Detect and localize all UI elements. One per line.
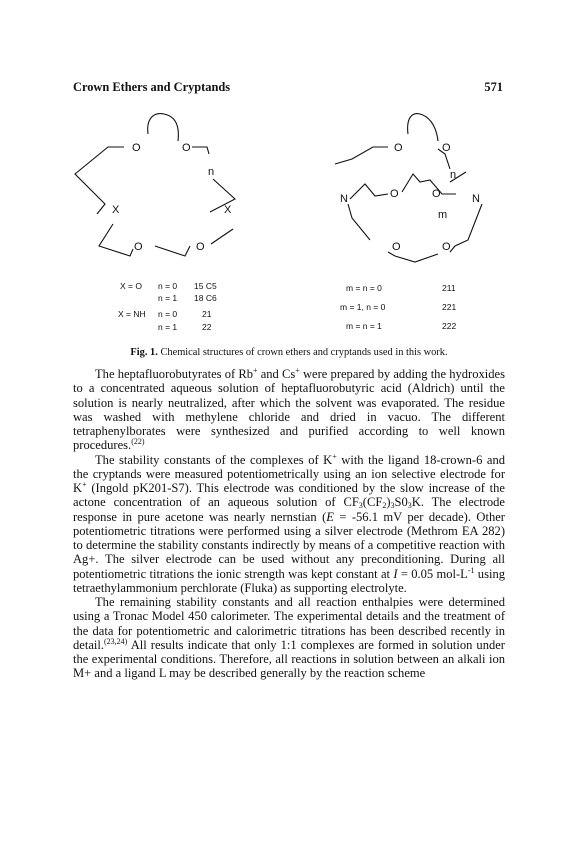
text-run: with the ligand 18-crown-6 and the cryptands were measured potentiometrically using an ion selective electrode for K [73,452,505,495]
crown-atom-o4: O [196,241,205,253]
crown-ether-structure [75,114,235,256]
cryptand-atom-o5: O [392,241,401,253]
page-number: 571 [484,80,503,94]
cryptand-index-n: n [450,169,457,181]
text-run: = 0.05 mol-L [397,566,468,581]
citation: (22) [131,437,145,447]
crown-atom-x2: X [224,204,232,216]
text-run: were prepared by adding the hydroxides to a concentrated aqueous solution of heptafluorobutyric acid (Aldrich) until the solution is nearly neutralized, after which the solvent was evaporated. The residue was washed with methylene chloride and dried in vacuo. The different tetraphenylborates were synthesized and purified according to well known procedures. [73,367,505,453]
text-run: using tetraethylammonium perchlorate (Fluka) as supporting electrolyte. [73,566,505,595]
body-text [73,367,505,681]
superscript: + [295,366,300,375]
cryptand-atom-o4: O [432,188,441,200]
text-run: All results indicate that only 1:1 complexes are formed in solution under the experimental conditions. Therefore, all reactions in solution between an alkali ion M+ and a ligand L may be described generally by the reaction scheme [73,637,505,681]
cryptand-atom-o6: O [442,241,451,253]
subscript: 3 [358,501,363,511]
text-run: ) [386,495,391,510]
crown-index-n: n [208,166,215,178]
text-run: The remaining stability constants and all reaction enthalpies were determined using a Tronac Model 450 calorimeter. The experimental details and the treatment of the data for potentiometric and calorimetric titrations has been described recently in detail. [73,595,505,652]
running-title: Crown Ethers and Cryptands [73,80,231,94]
paragraph-2 [73,453,505,596]
crown-ether-labels [112,142,232,253]
crown-atom-o1: O [132,142,141,154]
cryptand-atom-o2: O [442,142,451,154]
text-run: S0 [394,495,408,510]
text-run: K. The electrode response in pure acetone was nearly nernstian ( [73,495,505,524]
cryptand-atom-o3: O [390,188,399,200]
crown-table-cell: 15 C5 [194,281,217,291]
cryptand-table [340,283,456,331]
superscript: + [82,480,87,489]
text-run: The stability constants of the complexes of K [95,452,333,467]
paragraph-3 [73,595,505,681]
math-symbol: I [393,566,398,581]
cryptand-atom-n2: N [472,193,480,205]
crown-table-cell: X = NH [118,309,146,319]
cryptand-table-cell: m = n = 0 [346,283,382,293]
citation: (23,24) [104,636,128,646]
cryptand-table-cell: 221 [442,302,457,312]
crown-table-cell: n = 0 [158,281,178,291]
cryptand-table-cell: m = 1, n = 0 [340,302,386,312]
crown-table-cell: X = O [120,281,142,291]
crown-table-cell: 18 C6 [194,293,217,303]
cryptand-table-cell: 222 [442,321,457,331]
cryptand-atom-o1: O [394,142,403,154]
crown-table-cell: 21 [202,309,212,319]
running-header [73,80,503,96]
crown-atom-o2: O [182,142,191,154]
text-run: (Ingold pK201-S7). This electrode was conditioned by the slow increase of the actone concentration of an aqueous solution of CF [73,481,505,510]
text-run: = -56.1 mV per decade). Other potentiometric titrations were performed using a silver electrode (Methrom EA 282) to determine the stability constants indirectly by means of a competitive reaction with Ag+. The silver electrode can be used without any preconditioning. During all potentiometric titrations the ionic strength was kept constant at [73,509,505,581]
cryptand-index-m: m [438,209,448,221]
cryptand-structure [335,114,482,262]
superscript: + [332,451,337,461]
figure-1 [70,104,506,340]
crown-table-cell: 22 [202,322,212,332]
caption-label: Fig. 1. [130,347,158,358]
caption-text: Chemical structures of crown ethers and cryptands used in this work. [160,347,448,358]
math-symbol: E [326,509,334,524]
text-run: (CF [362,495,383,510]
figure-caption [73,347,505,358]
crown-table-cell: n = 1 [158,293,178,303]
subscript: 3 [390,501,395,511]
crown-table-cell: n = 1 [158,322,178,332]
subscript: 2 [382,501,387,511]
cryptand-table-cell: m = n = 1 [346,321,382,331]
superscript: -1 [467,565,475,575]
subscript: 3 [407,501,412,511]
superscript: + [253,366,258,375]
crown-atom-x1: X [112,204,120,216]
text-run: and Cs [257,367,296,381]
cryptand-table-cell: 211 [442,283,456,293]
paragraph-1 [73,367,505,453]
crown-table-cell: n = 0 [158,309,178,319]
cryptand-labels [340,142,480,253]
cryptand-atom-n1: N [340,193,348,205]
text-run: The heptafluorobutyrates of Rb [95,367,253,381]
crown-atom-o3: O [134,241,143,253]
crown-ether-table [118,281,217,332]
